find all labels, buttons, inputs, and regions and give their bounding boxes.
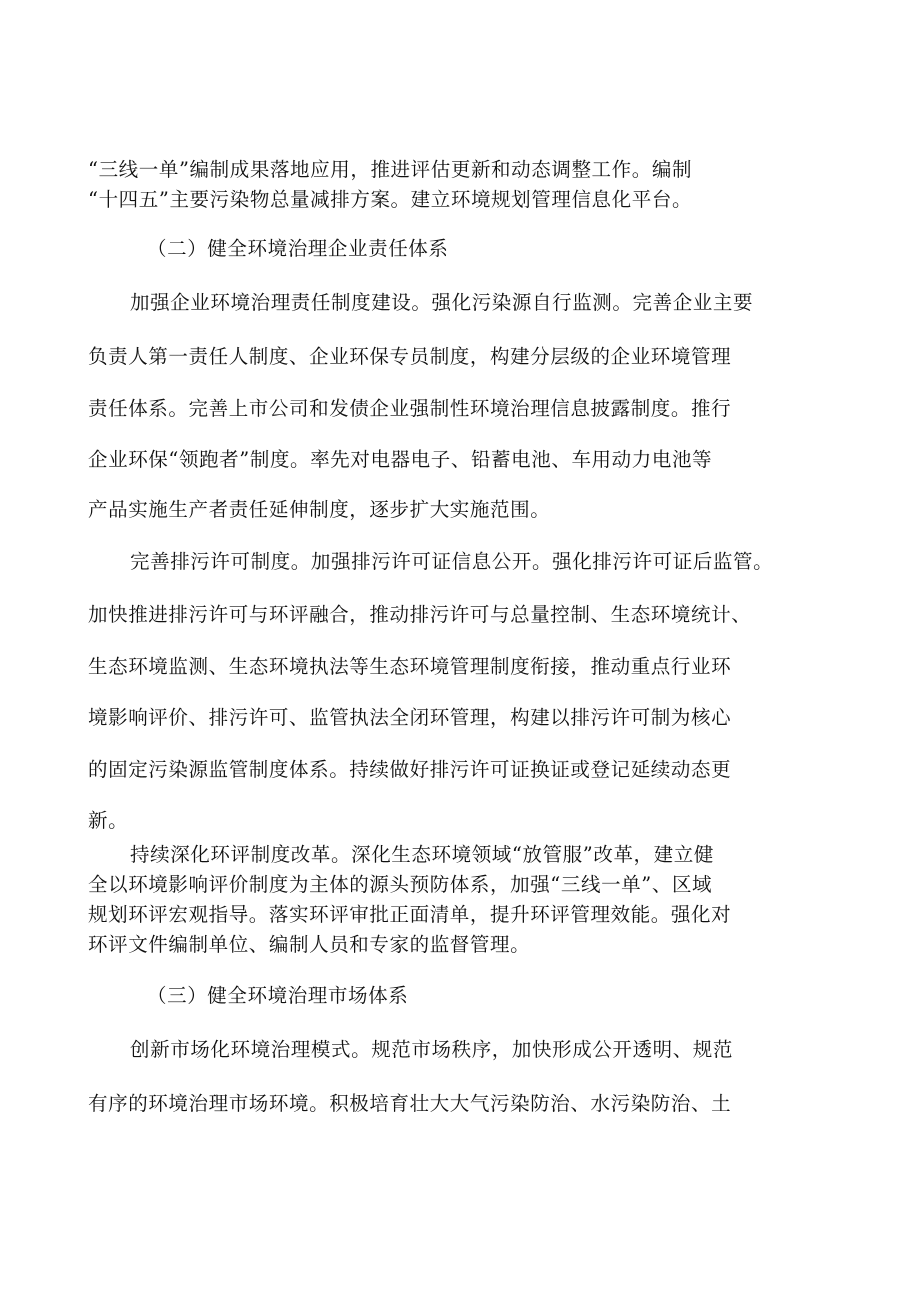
paragraph-line: 全以环境影响评价制度为主体的源头预防体系，加强“三线一单”、区域 — [88, 873, 713, 896]
paragraph-line: 加快推进排污许可与环评融合，推动排污许可与总量控制、生态环境统计、 — [88, 603, 752, 626]
paragraph-line: “三线一单”编制成果落地应用，推进评估更新和动态调整工作。编制 — [88, 158, 693, 181]
paragraph-line: 生态环境监测、生态环境执法等生态环境管理制度衔接，推动重点行业环 — [88, 655, 732, 678]
paragraph-line: 环评文件编制单位、编制人员和专家的监督管理。 — [88, 933, 531, 956]
paragraph-line: 产品实施生产者责任延伸制度，逐步扩大实施范围。 — [88, 498, 551, 521]
paragraph-line: 负责人第一责任人制度、企业环保专员制度，构建分层级的企业环境管理 — [88, 345, 732, 368]
section-heading: （三）健全环境治理市场体系 — [147, 984, 409, 1007]
paragraph-line: 的固定污染源监管制度体系。持续做好排污许可证换证或登记延续动态更 — [88, 758, 732, 781]
paragraph-line: 加强企业环境治理责任制度建设。强化污染源自行监测。完善企业主要 — [130, 291, 754, 314]
paragraph-line: 规划环评宏观指导。落实环评审批正面清单，提升环评管理效能。强化对 — [88, 903, 732, 926]
paragraph-line: 责任体系。完善上市公司和发债企业强制性环境治理信息披露制度。推行 — [88, 397, 732, 420]
paragraph-line: 完善排污许可制度。加强排污许可证信息公开。强化排污许可证后监管。 — [130, 550, 774, 573]
paragraph-line: 持续深化环评制度改革。深化生态环境领域“放管服”改革，建立健 — [130, 843, 714, 866]
paragraph-line: 创新市场化环境治理模式。规范市场秩序，加快形成公开透明、规范 — [130, 1038, 734, 1061]
paragraph-line: 有序的环境治理市场环境。积极培育壮大大气污染防治、水污染防治、土 — [88, 1092, 732, 1115]
paragraph-line: “十四五”主要污染物总量减排方案。建立环境规划管理信息化平台。 — [88, 188, 693, 211]
section-heading: （二）健全环境治理企业责任体系 — [147, 237, 449, 260]
paragraph-line: 新。 — [88, 809, 129, 832]
paragraph-line: 境影响评价、排污许可、监管执法全闭环管理，构建以排污许可制为核心 — [88, 706, 732, 729]
paragraph-line: 企业环保“领跑者”制度。率先对电器电子、铅蓄电池、车用动力电池等 — [88, 448, 713, 471]
